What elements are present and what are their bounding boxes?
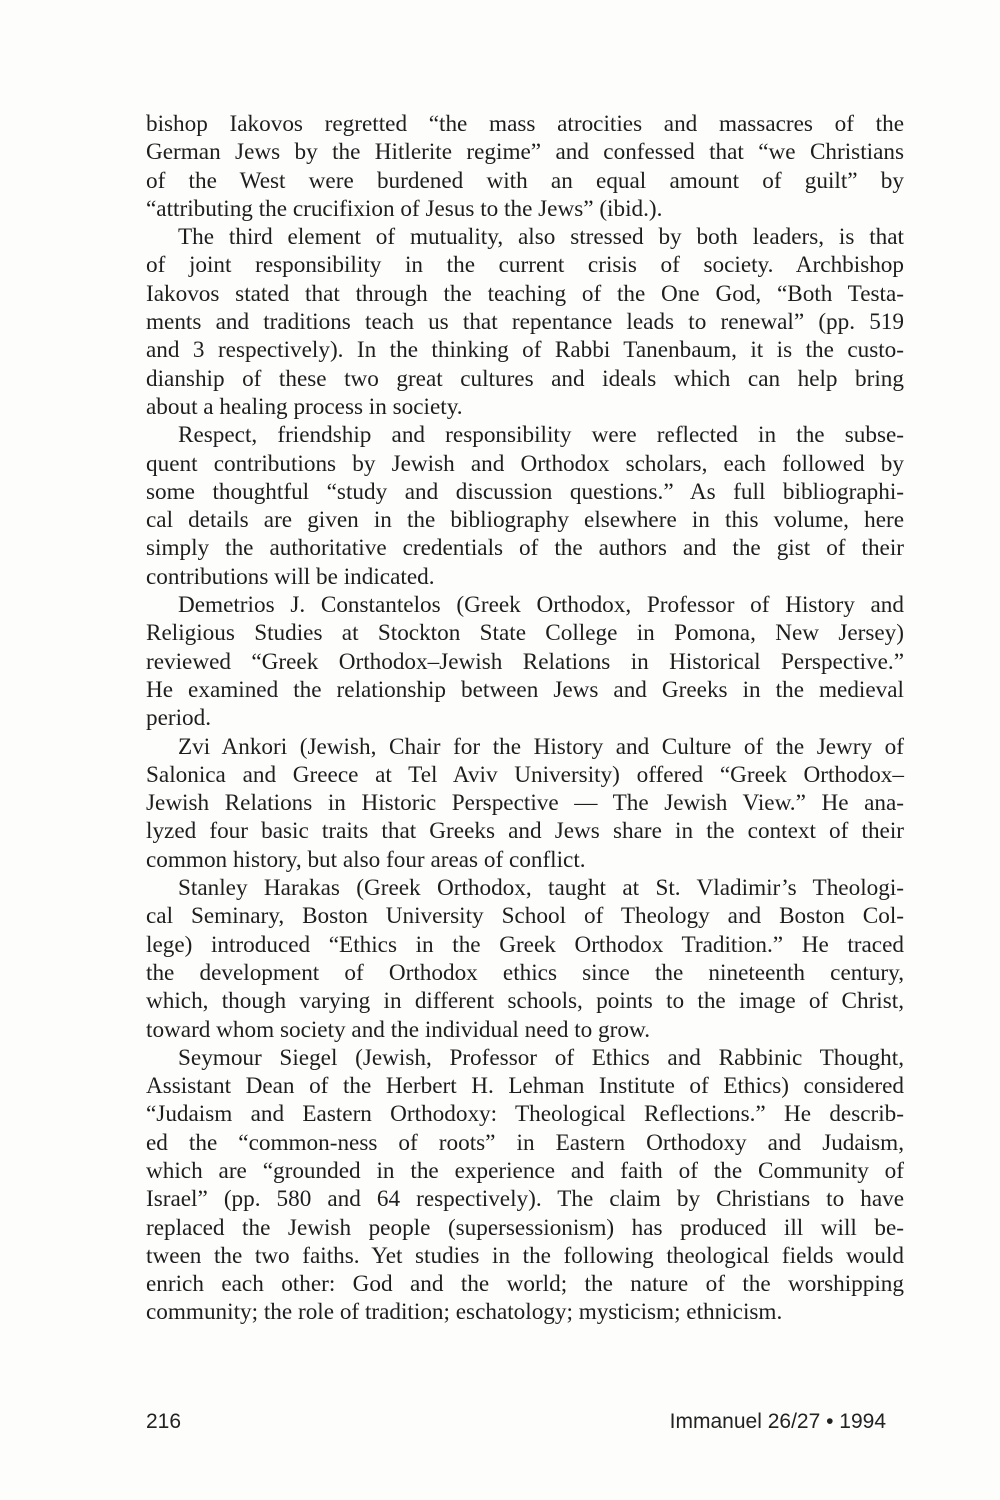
- text-line: of joint responsibility in the current crisis of society. Archbishop: [146, 252, 904, 279]
- text-line: enrich each other: God and the world; the nature of the worshipping: [146, 1271, 904, 1298]
- text-line: Seymour Siegel (Jewish, Professor of Ethics and Rabbinic Thought,: [178, 1044, 904, 1071]
- text-line: of the West were burdened with an equal amount of guilt” by: [146, 167, 904, 194]
- paragraph: [146, 874, 904, 1044]
- text-line: quent contributions by Jewish and Orthodox scholars, each followed by: [146, 450, 904, 477]
- journal-reference: Immanuel 26/27 • 1994: [669, 1410, 886, 1433]
- text-line: cal Seminary, Boston University School of Theology and Boston Col-: [146, 903, 904, 930]
- text-line: simply the authoritative credentials of the authors and the gist of their: [146, 535, 904, 562]
- text-line: period.: [146, 705, 212, 732]
- body-text: [146, 110, 904, 1327]
- text-line: some thoughtful “study and discussion questions.” As full bibliographi-: [146, 478, 904, 505]
- text-line: replaced the Jewish people (supersessionism) has produced ill will be-: [146, 1214, 904, 1241]
- paragraph: [146, 223, 904, 421]
- text-line: cal details are given in the bibliography elsewhere in this volume, here: [146, 507, 904, 534]
- text-line: toward whom society and the individual need to grow.: [146, 1016, 650, 1043]
- paragraph: [146, 1044, 904, 1327]
- text-line: lyzed four basic traits that Greeks and Jews share in the context of their: [146, 818, 904, 845]
- text-line: dianship of these two great cultures and ideals which can help bring: [146, 365, 904, 392]
- text-line: about a healing process in society.: [146, 393, 463, 420]
- text-line: Salonica and Greece at Tel Aviv University) offered “Greek Orthodox–: [146, 761, 904, 788]
- text-line: Zvi Ankori (Jewish, Chair for the History and Culture of the Jewry of: [178, 733, 904, 760]
- text-line: tween the two faiths. Yet studies in the following theological fields would: [146, 1242, 904, 1269]
- text-line: common history, but also four areas of conflict.: [146, 846, 586, 873]
- text-line: Iakovos stated that through the teaching of the One God, “Both Testa-: [146, 280, 904, 307]
- text-line: which, though varying in different schools, points to the image of Christ,: [146, 988, 904, 1015]
- paragraph: [146, 421, 904, 591]
- text-line: The third element of mutuality, also stressed by both leaders, is that: [178, 224, 904, 251]
- text-line: Assistant Dean of the Herbert H. Lehman Institute of Ethics) considered: [146, 1073, 904, 1100]
- page-number: 216: [146, 1410, 182, 1433]
- text-line: He examined the relationship between Jews and Greeks in the medieval: [146, 676, 904, 703]
- page-footer: [146, 1410, 886, 1440]
- text-line: reviewed “Greek Orthodox–Jewish Relations in Historical Perspective.”: [146, 648, 904, 675]
- text-line: Demetrios J. Constantelos (Greek Orthodox, Professor of History and: [178, 592, 904, 619]
- paragraph: [146, 733, 904, 874]
- text-line: lege) introduced “Ethics in the Greek Orthodox Tradition.” He traced: [146, 931, 904, 958]
- text-line: “attributing the crucifixion of Jesus to the Jews” (ibid.).: [146, 195, 663, 222]
- text-line: Israel” (pp. 580 and 64 respectively). The claim by Christians to have: [146, 1186, 904, 1213]
- text-line: bishop Iakovos regretted “the mass atrocities and massacres of the: [146, 111, 904, 137]
- paragraph: [146, 591, 904, 732]
- text-line: ments and traditions teach us that repentance leads to renewal” (pp. 519: [146, 309, 904, 336]
- paragraph: [146, 110, 904, 223]
- text-line: contributions will be indicated.: [146, 563, 435, 590]
- text-line: Stanley Harakas (Greek Orthodox, taught at St. Vladimir’s Theologi-: [178, 875, 904, 902]
- text-line: Respect, friendship and responsibility were reflected in the subse-: [178, 422, 904, 449]
- text-line: ed the “common-ness of roots” in Eastern Orthodoxy and Judaism,: [146, 1129, 904, 1156]
- text-line: Religious Studies at Stockton State College in Pomona, New Jersey): [146, 620, 904, 647]
- text-line: Jewish Relations in Historic Perspective — The Jewish View.” He ana-: [146, 790, 904, 817]
- text-line: the development of Orthodox ethics since the nineteenth century,: [146, 959, 904, 986]
- text-line: German Jews by the Hitlerite regime” and confessed that “we Christians: [146, 139, 904, 166]
- text-line: “Judaism and Eastern Orthodoxy: Theological Reflections.” He describ-: [146, 1101, 904, 1128]
- text-line: which are “grounded in the experience and faith of the Community of: [146, 1157, 904, 1184]
- text-line: and 3 respectively). In the thinking of Rabbi Tanenbaum, it is the custo-: [146, 337, 904, 364]
- text-line: community; the role of tradition; eschatology; mysticism; ethnicism.: [146, 1299, 783, 1326]
